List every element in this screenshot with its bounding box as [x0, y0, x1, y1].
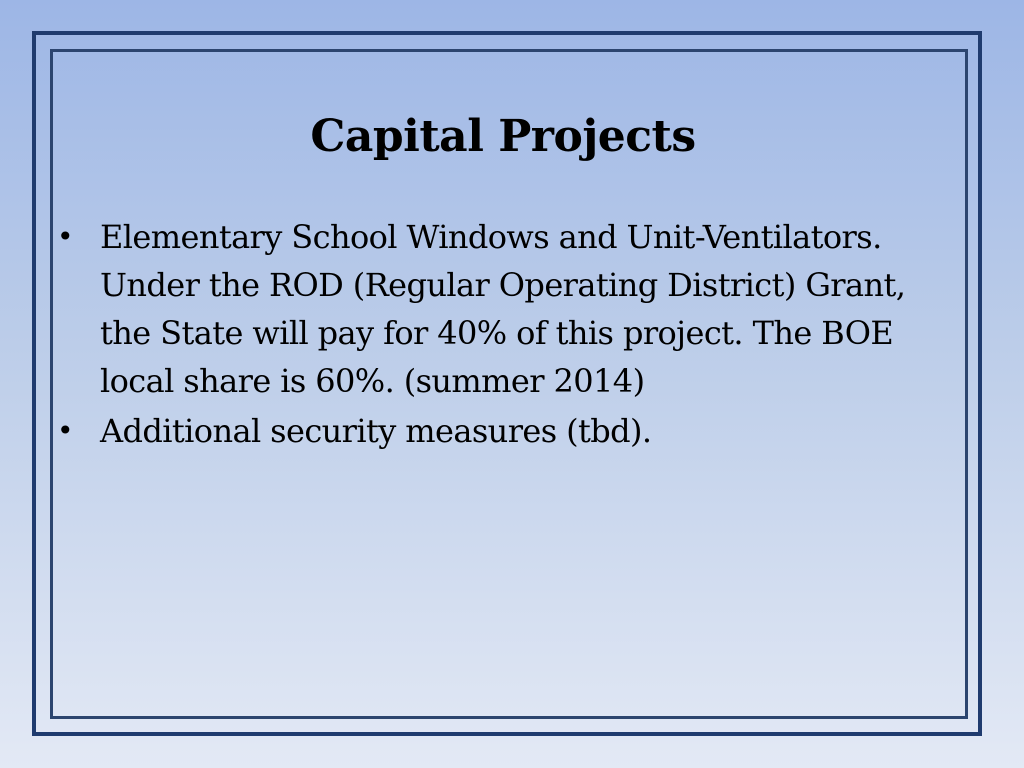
- bullet-dot-icon: •: [57, 414, 73, 447]
- bullet-item-windows: [55, 213, 955, 405]
- bullet-text: Elementary School Windows and Unit-Ventilators. Under the ROD (Regular Operating District) Grant, the State will pay for 40% of this project. The BOE local share is 60%. (summer 2014): [100, 218, 906, 400]
- bullet-list: [55, 213, 955, 457]
- bullet-text: Additional security measures (tbd).: [100, 412, 652, 450]
- bullet-item-security: [55, 407, 955, 455]
- bullet-dot-icon: •: [57, 220, 73, 253]
- slide-title: Capital Projects: [310, 111, 696, 162]
